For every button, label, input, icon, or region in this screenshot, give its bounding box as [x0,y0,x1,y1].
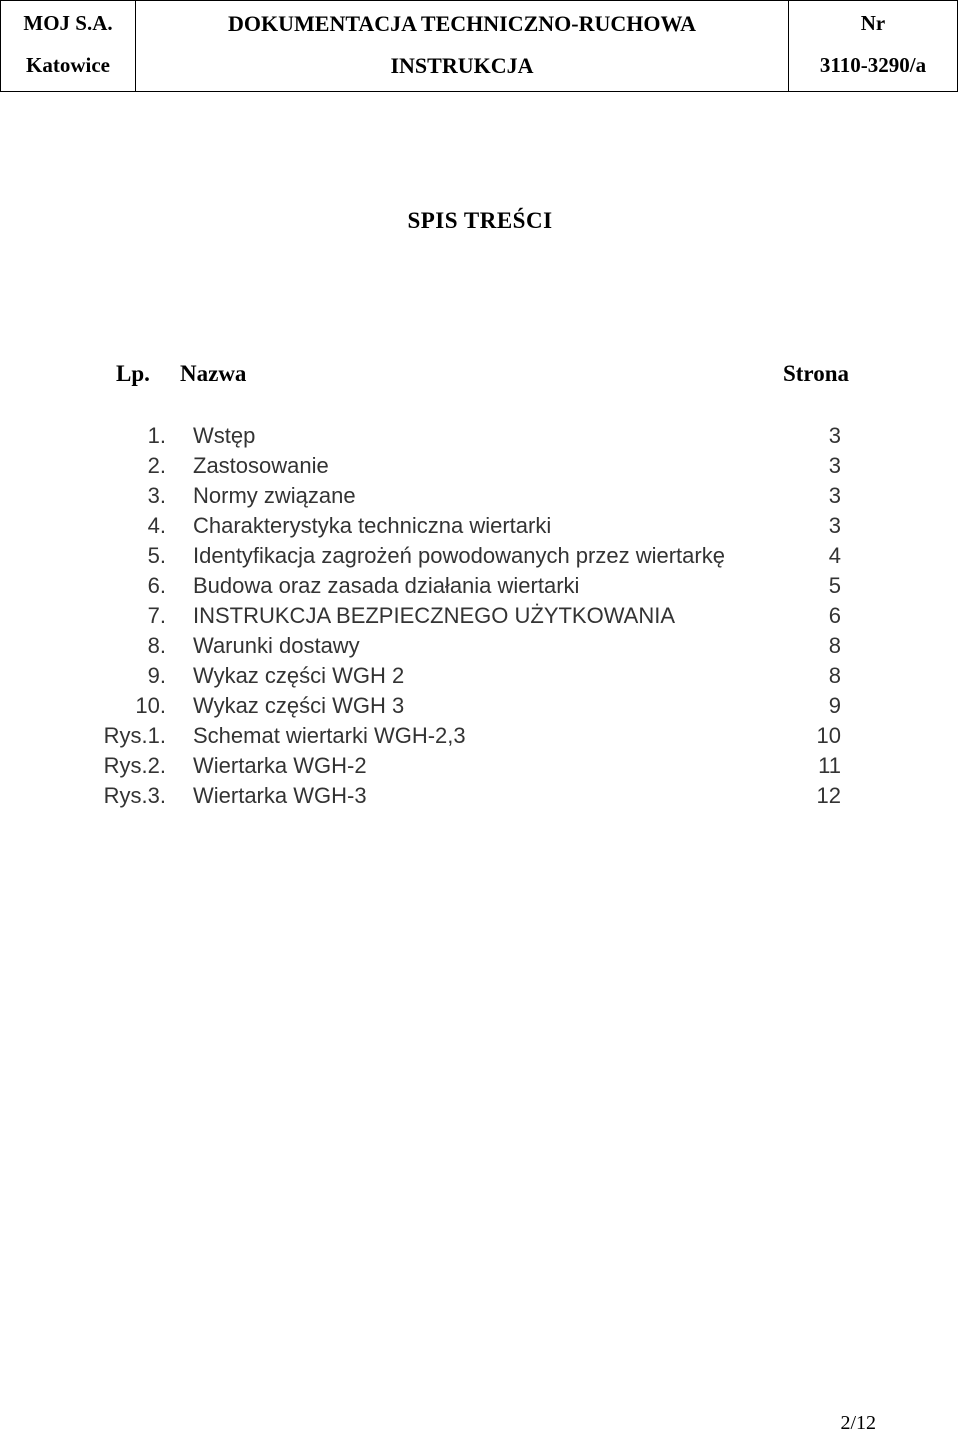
toc-row-page: 3 [828,483,841,508]
toc-row-name: Warunki dostawy [193,633,360,658]
toc-row-number: 9. [147,663,166,688]
header-number-cell [789,1,957,91]
toc-row-number: Rys.3. [103,783,166,808]
column-header-name: Nazwa [180,361,247,386]
toc-row-page: 8 [828,633,841,658]
toc-row-number: Rys.2. [103,753,166,778]
toc-row-number: 5. [147,543,166,568]
toc-row-number: 2. [147,453,166,478]
toc-row [0,721,960,751]
toc-row [0,601,960,631]
toc-row [0,451,960,481]
header-company-cell [1,1,136,91]
toc-row [0,751,960,781]
toc-row-name: Wykaz części WGH 2 [193,663,405,688]
toc-row-number: 7. [147,603,166,628]
toc-row [0,421,960,451]
header-company: MOJ S.A. [23,11,113,36]
toc-row-name: INSTRUKCJA BEZPIECZNEGO UŻYTKOWANIA [193,603,676,628]
toc-row [0,781,960,811]
toc-row-number: 4. [147,513,166,538]
toc-row-name: Schemat wiertarki WGH-2,3 [193,723,466,748]
toc-row-page: 6 [828,603,841,628]
header-doc-type-cell [136,1,789,91]
toc-row-number: 8. [147,633,166,658]
toc-row [0,541,960,571]
toc-row [0,481,960,511]
header-doc-subtype: INSTRUKCJA [390,52,534,78]
toc-row-number: 1. [147,423,166,448]
toc-row-name: Wiertarka WGH-3 [193,783,367,808]
document-header [0,0,958,92]
toc-row-page: 5 [828,573,841,598]
page-title: SPIS TREŚCI [407,208,553,233]
toc-row-page: 3 [828,423,841,448]
toc-row [0,571,960,601]
toc-row-page: 10 [816,723,841,748]
toc-row-number: 10. [135,693,166,718]
toc-row-name: Wykaz części WGH 3 [193,693,405,718]
header-nr-value: 3110-3290/a [819,53,927,78]
toc-row-name: Wstęp [193,423,256,448]
toc-row-name: Wiertarka WGH-2 [193,753,367,778]
toc-row-number: 6. [147,573,166,598]
toc-row-page: 8 [828,663,841,688]
header-doc-type: DOKUMENTACJA TECHNICZNO-RUCHOWA [228,10,696,36]
toc-row-page: 3 [828,453,841,478]
toc-row-page: 9 [828,693,841,718]
toc-row [0,511,960,541]
toc-row-page: 3 [828,513,841,538]
toc-row-name: Budowa oraz zasada działania wiertarki [193,573,580,598]
toc-row [0,631,960,661]
toc-row-name: Identyfikacja zagrożeń powodowanych przez wiertarkę [193,543,725,568]
toc-row-name: Charakterystyka techniczna wiertarki [193,513,552,538]
toc-row-name: Zastosowanie [193,453,329,478]
toc-row-page: 4 [828,543,841,568]
header-city: Katowice [26,53,110,78]
page-number: 2/12 [840,1412,876,1434]
toc-row [0,661,960,691]
toc-row-page: 11 [818,753,841,778]
toc-row-number: Rys.1. [103,723,166,748]
toc-row [0,691,960,721]
toc-row-page: 12 [816,783,841,808]
table-of-contents [0,421,960,811]
column-header-lp: Lp. [116,361,150,386]
toc-row-number: 3. [147,483,166,508]
toc-row-name: Normy związane [193,483,356,508]
header-nr-label: Nr [860,11,886,36]
column-header-page: Strona [782,361,849,386]
